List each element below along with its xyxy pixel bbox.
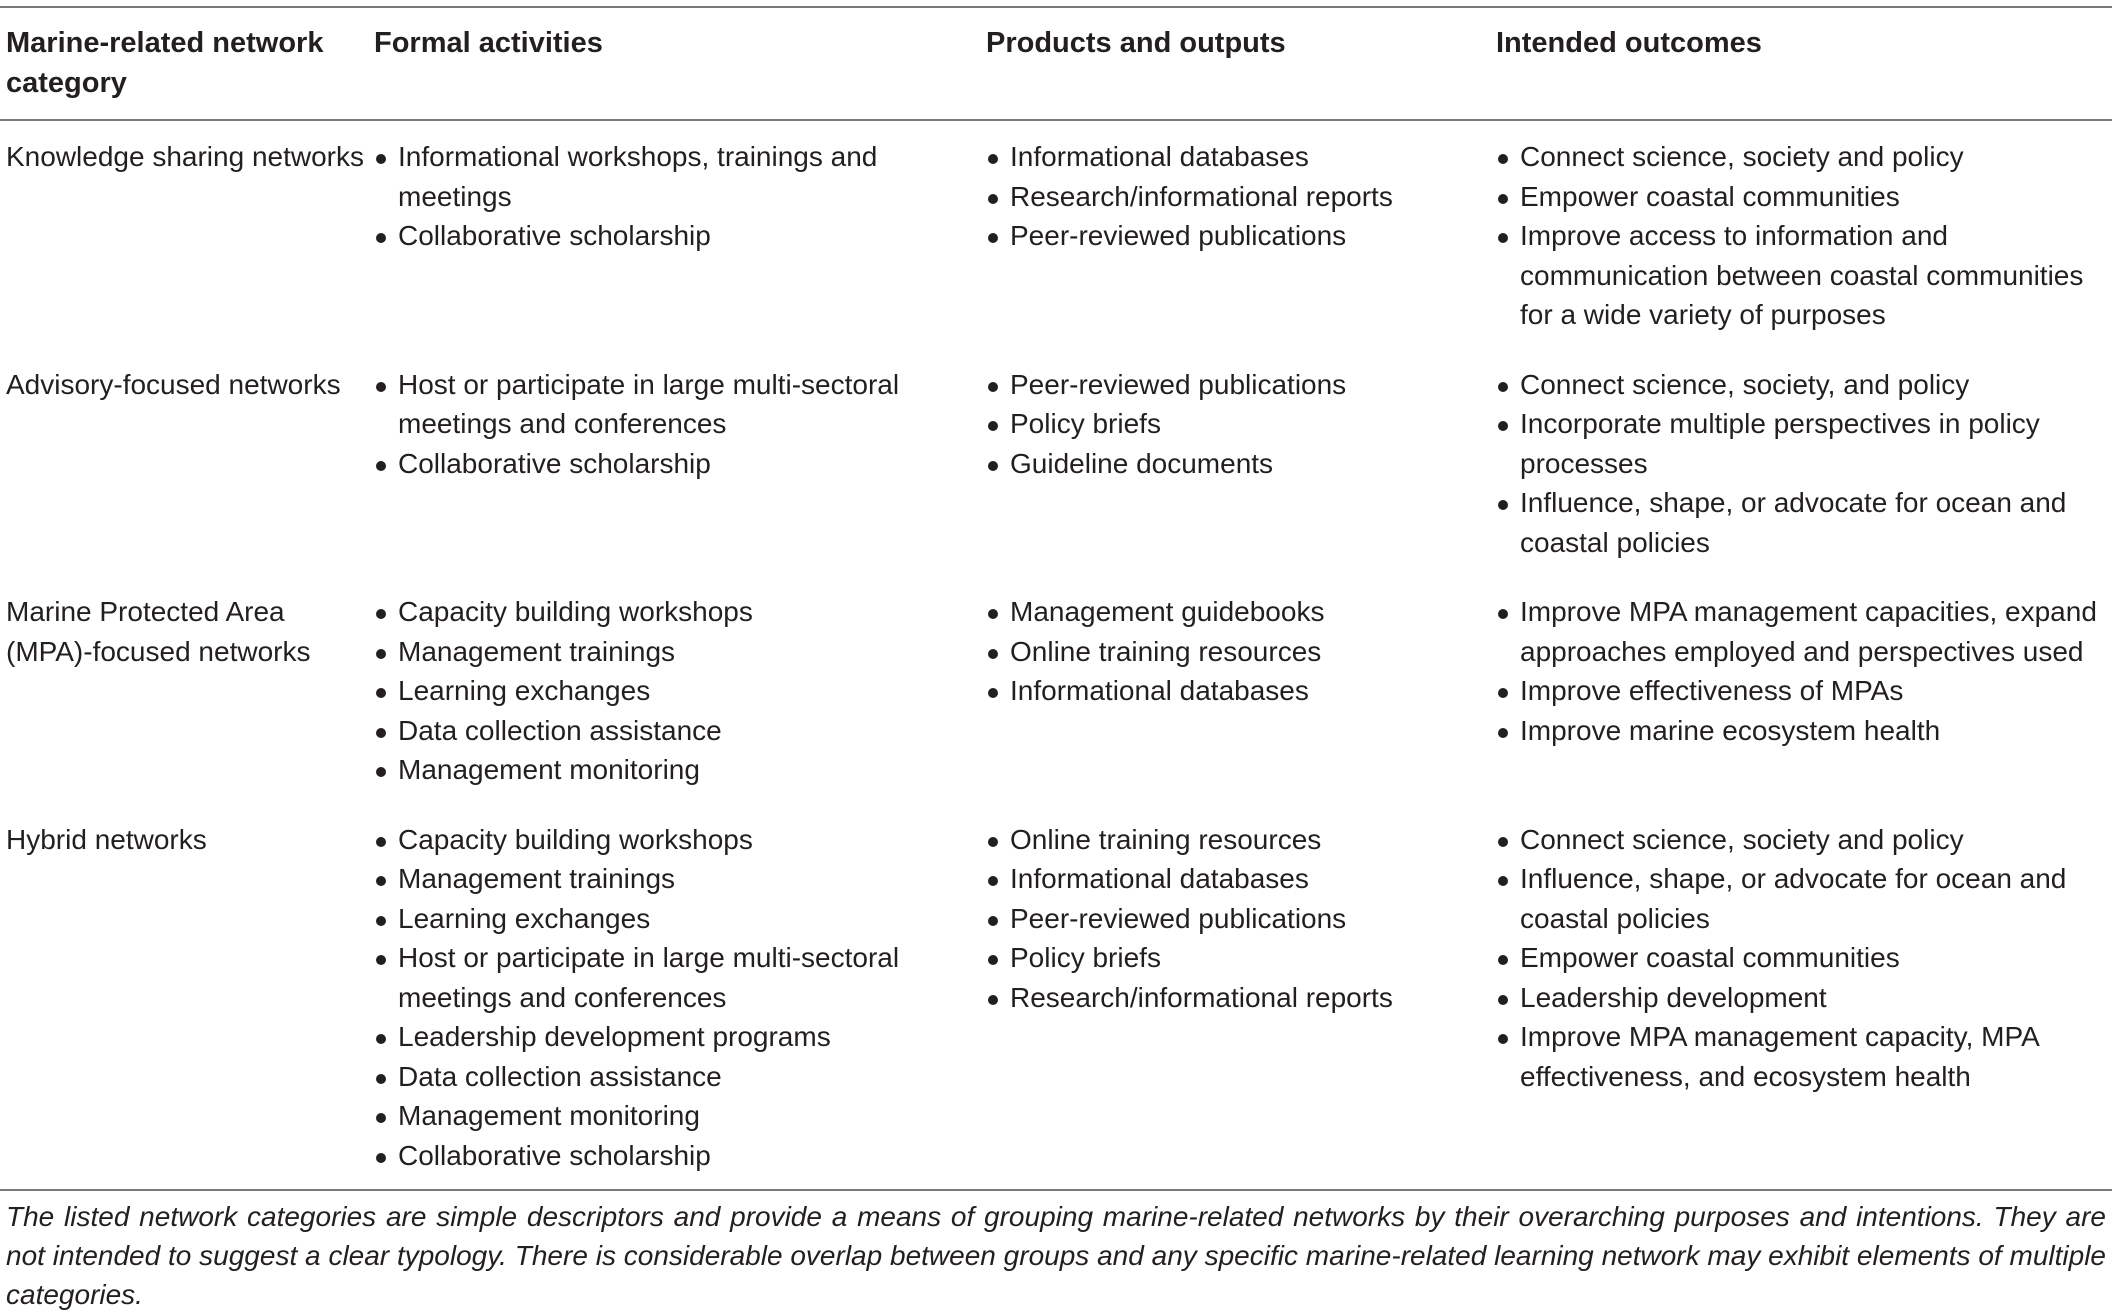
activities-cell: [374, 137, 986, 256]
category-cell: [0, 820, 374, 860]
product-item: Informational databases: [986, 137, 1496, 177]
activities-list: [374, 820, 986, 1176]
products-cell: [986, 137, 1496, 256]
activities-cell: [374, 820, 986, 1176]
product-item: Research/informational reports: [986, 177, 1496, 217]
outcome-item: Improve access to information and communication between coastal communities for a wide variety of purposes: [1496, 216, 2112, 335]
products-cell: [986, 820, 1496, 1018]
category-label: Knowledge sharing networks: [6, 141, 364, 172]
products-list: [986, 592, 1496, 711]
activity-item: Collaborative scholarship: [374, 1136, 986, 1176]
products-cell: [986, 365, 1496, 484]
header-activities: Formal activities: [374, 27, 603, 59]
category-label: Marine Protected Area (MPA)-focused networks: [6, 596, 311, 667]
product-item: Policy briefs: [986, 938, 1496, 978]
product-item: Peer-reviewed publications: [986, 216, 1496, 256]
header-products: Products and outputs: [986, 27, 1286, 59]
outcomes-list: [1496, 820, 2112, 1097]
product-item: Informational databases: [986, 671, 1496, 711]
activity-item: Management trainings: [374, 632, 986, 672]
product-item: Guideline documents: [986, 444, 1496, 484]
outcome-item: Influence, shape, or advocate for ocean and coastal policies: [1496, 483, 2112, 562]
outcome-item: Connect science, society, and policy: [1496, 365, 2112, 405]
table-header-row: [0, 8, 2112, 121]
activity-item: Collaborative scholarship: [374, 216, 986, 256]
outcomes-cell: [1496, 592, 2112, 750]
outcome-item: Improve MPA management capacity, MPA effectiveness, and ecosystem health: [1496, 1017, 2112, 1096]
category-label: Advisory-focused networks: [6, 368, 341, 400]
table-row: [0, 576, 2112, 804]
product-item: Policy briefs: [986, 404, 1496, 444]
products-cell: [986, 592, 1496, 711]
activity-item: Management monitoring: [374, 750, 986, 790]
activity-item: Management monitoring: [374, 1096, 986, 1136]
outcomes-list: [1496, 592, 2112, 750]
outcome-item: Leadership development: [1496, 978, 2112, 1018]
products-list: [986, 820, 1496, 1018]
header-outcomes: Intended outcomes: [1496, 27, 1762, 59]
activities-cell: [374, 592, 986, 790]
network-categories-table: [0, 6, 2112, 1314]
category-label: Hybrid networks: [6, 823, 207, 855]
activities-list: [374, 592, 986, 790]
product-item: Management guidebooks: [986, 592, 1496, 632]
outcomes-list: [1496, 137, 2112, 335]
product-item: Online training resources: [986, 820, 1496, 860]
outcome-item: Improve effectiveness of MPAs: [1496, 671, 2112, 711]
outcomes-list: [1496, 365, 2112, 563]
activity-item: Host or participate in large multi-sectoral meetings and conferences: [374, 365, 986, 444]
activity-item: Learning exchanges: [374, 899, 986, 939]
outcomes-cell: [1496, 137, 2112, 335]
activity-item: Data collection assistance: [374, 711, 986, 751]
activity-item: Collaborative scholarship: [374, 444, 986, 484]
activity-item: Data collection assistance: [374, 1057, 986, 1097]
table-row: [0, 804, 2112, 1176]
table-row: [0, 121, 2112, 349]
product-item: Research/informational reports: [986, 978, 1496, 1018]
activity-item: Leadership development programs: [374, 1017, 986, 1057]
table-body: [0, 121, 2112, 1175]
outcomes-cell: [1496, 820, 2112, 1097]
activity-item: Host or participate in large multi-sectoral meetings and conferences: [374, 938, 986, 1017]
activities-cell: [374, 365, 986, 484]
outcome-item: Connect science, society and policy: [1496, 137, 2112, 177]
outcome-item: Improve marine ecosystem health: [1496, 711, 2112, 751]
outcome-item: Connect science, society and policy: [1496, 820, 2112, 860]
category-cell: [0, 365, 374, 405]
product-item: Peer-reviewed publications: [986, 365, 1496, 405]
outcome-item: Improve MPA management capacities, expand approaches employed and perspectives used: [1496, 592, 2112, 671]
activity-item: Learning exchanges: [374, 671, 986, 711]
product-item: Peer-reviewed publications: [986, 899, 1496, 939]
product-item: Informational databases: [986, 859, 1496, 899]
activity-item: Capacity building workshops: [374, 820, 986, 860]
outcome-item: Empower coastal communities: [1496, 938, 2112, 978]
table-footnote: The listed network categories are simple descriptors and provide a means of grouping marine-related networks by their overarching purposes and intentions. They are not intended to suggest a clear typology. There is considerable overlap between groups and any specific marine-related learning network may exhibit elements of multiple categories.: [6, 1201, 2106, 1310]
products-list: [986, 137, 1496, 256]
header-category: Marine-related network category: [6, 27, 324, 99]
activity-item: Capacity building workshops: [374, 592, 986, 632]
outcomes-cell: [1496, 365, 2112, 563]
category-cell: [0, 592, 374, 671]
outcome-item: Incorporate multiple perspectives in policy processes: [1496, 404, 2112, 483]
outcome-item: Influence, shape, or advocate for ocean and coastal policies: [1496, 859, 2112, 938]
activity-item: Informational workshops, trainings and meetings: [374, 137, 986, 216]
products-list: [986, 365, 1496, 484]
table-row: [0, 349, 2112, 577]
activity-item: Management trainings: [374, 859, 986, 899]
category-cell: [0, 137, 374, 177]
product-item: Online training resources: [986, 632, 1496, 672]
activities-list: [374, 365, 986, 484]
activities-list: [374, 137, 986, 256]
outcome-item: Empower coastal communities: [1496, 177, 2112, 217]
